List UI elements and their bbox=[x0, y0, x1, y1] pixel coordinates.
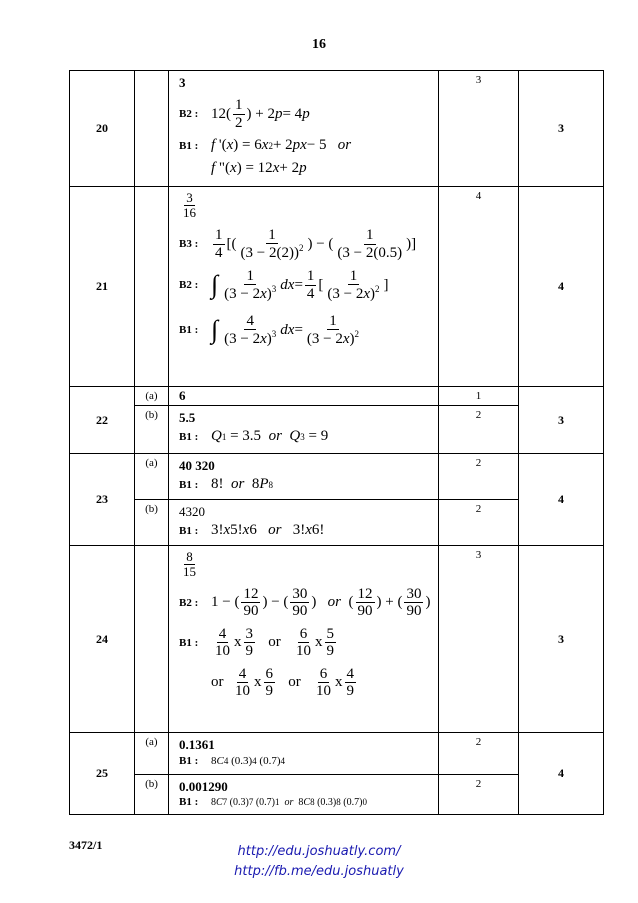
formula: 3! x 5! x 6 or 3! x 6! bbox=[211, 522, 325, 538]
or-text: or bbox=[268, 522, 282, 538]
working bbox=[169, 454, 439, 500]
formula: 1 − ( $\frac{12}{90}$ ) − ( $\frac{30}{90}$ ) or ( $\frac{12}{90}$ ) + ( $\frac{30}{90}$ ) bbox=[211, 585, 431, 620]
mark-label: B2 : bbox=[179, 108, 199, 120]
mark-label: B1 : bbox=[179, 636, 199, 649]
sub-mark: 4 bbox=[439, 187, 519, 387]
formula: f "( x ) = 12 x + 2 p bbox=[211, 160, 307, 176]
question-row-25a bbox=[70, 733, 604, 775]
mark-label: B1 : bbox=[179, 324, 199, 337]
question-row-23a bbox=[70, 454, 604, 500]
question-number: 23 bbox=[70, 454, 135, 546]
sub-mark: 2 bbox=[439, 733, 519, 775]
formula: ∫ $\frac{1}{(3 - 2x)^3}$ dx = $\frac{1}{4}$ [ $\frac{1}{(3 - 2x)^2}$ ] bbox=[211, 267, 389, 303]
marking-scheme-table bbox=[69, 70, 604, 815]
formula: or $\frac{4}{10}$ x $\frac{6}{9}$ or $\frac{6}{10}$ x $\frac{4}{9}$ bbox=[211, 665, 354, 700]
question-number: 24 bbox=[70, 546, 135, 733]
mark-label: B1 : bbox=[179, 796, 199, 808]
answer: 4320 bbox=[179, 504, 205, 519]
part-label: (b) bbox=[135, 775, 169, 815]
question-row-24 bbox=[70, 546, 604, 733]
part-label: (a) bbox=[135, 454, 169, 500]
formula: 8! or 8 P 8 bbox=[211, 476, 274, 492]
formula: Q 1 = 3.5 or Q 3 = 9 bbox=[211, 428, 329, 444]
question-row-20 bbox=[70, 71, 604, 187]
working bbox=[169, 775, 439, 815]
working bbox=[169, 406, 439, 454]
formula: ∫ $\frac{4}{(3 - 2x)^3}$ dx = $\frac{1}{(3 - 2x)^2}$ bbox=[211, 312, 360, 348]
formula: 8 C 4 (0.3) 4 (0.7) 4 bbox=[211, 755, 285, 767]
formula: 8 C 7 (0.3) 7 (0.7) 1 or 8 C 8 (0.3) 8 (0.7) 0 bbox=[211, 796, 367, 808]
mark-label: B1 : bbox=[179, 139, 199, 152]
mark-label: B3 : bbox=[179, 238, 199, 251]
working bbox=[169, 71, 439, 187]
or-text: or bbox=[268, 428, 282, 444]
sub-mark: 2 bbox=[439, 500, 519, 546]
page-number: 16 bbox=[312, 37, 326, 52]
mark-label: B1 : bbox=[179, 430, 199, 443]
total-mark: 3 bbox=[519, 546, 604, 733]
question-row-22a bbox=[70, 387, 604, 406]
working bbox=[169, 733, 439, 775]
mark-label: B1 : bbox=[179, 755, 199, 767]
mark-label: B1 : bbox=[179, 478, 199, 491]
answer: 3 bbox=[179, 75, 186, 90]
answer: 6 bbox=[179, 388, 186, 403]
mark-label: B1 : bbox=[179, 524, 199, 537]
part-label: (a) bbox=[135, 733, 169, 775]
working bbox=[169, 500, 439, 546]
answer: 0.001290 bbox=[179, 779, 228, 794]
sub-mark: 2 bbox=[439, 775, 519, 815]
question-number: 21 bbox=[70, 187, 135, 387]
sub-mark: 3 bbox=[439, 546, 519, 733]
total-mark: 3 bbox=[519, 387, 604, 454]
answer: $\frac{3}{16}$ bbox=[183, 190, 196, 221]
or-text: or bbox=[284, 796, 294, 808]
part-label: (a) bbox=[135, 387, 169, 406]
paper-code: 3472/1 bbox=[69, 838, 103, 852]
working bbox=[169, 546, 439, 733]
formula: f '( x ) = 6 x 2 + 2 px − 5 or bbox=[211, 137, 352, 153]
total-mark: 4 bbox=[519, 454, 604, 546]
formula: $\frac{1}{4}$ [( $\frac{1}{(3 - 2(2))^2}$ ) − ( $\frac{1}{(3 - 2(0.5)}$ )] bbox=[215, 226, 417, 262]
answer: 0.1361 bbox=[179, 737, 215, 752]
mark-label: B2 : bbox=[179, 596, 199, 609]
total-mark: 4 bbox=[519, 733, 604, 815]
question-number: 20 bbox=[70, 71, 135, 187]
answer: $\frac{8}{15}$ bbox=[183, 549, 196, 580]
working bbox=[169, 387, 439, 406]
sub-mark: 3 bbox=[439, 71, 519, 187]
question-number: 22 bbox=[70, 387, 135, 454]
formula: $\frac{4}{10}$ x $\frac{3}{9}$ or $\frac{6}{10}$ x $\frac{5}{9}$ bbox=[215, 625, 334, 660]
footer-link[interactable]: http://fb.me/edu.joshuatly bbox=[234, 864, 404, 879]
total-mark: 4 bbox=[519, 187, 604, 387]
sub-mark: 2 bbox=[439, 406, 519, 454]
sub-mark: 1 bbox=[439, 387, 519, 406]
footer-link[interactable]: http://edu.joshuatly.com/ bbox=[237, 844, 401, 859]
part-label: (b) bbox=[135, 500, 169, 546]
total-mark: 3 bbox=[519, 71, 604, 187]
mark-label: B2 : bbox=[179, 279, 199, 292]
answer: 40 320 bbox=[179, 458, 215, 473]
or-text: or bbox=[231, 476, 245, 492]
formula: 12( $\frac{1}{2}$ ) + 2 p = 4 p bbox=[211, 97, 310, 131]
question-number: 25 bbox=[70, 733, 135, 815]
or-text: or bbox=[337, 137, 352, 153]
answer: 5.5 bbox=[179, 410, 196, 425]
working bbox=[169, 187, 439, 387]
sub-mark: 2 bbox=[439, 454, 519, 500]
question-row-21 bbox=[70, 187, 604, 387]
part-label: (b) bbox=[135, 406, 169, 454]
footer-links bbox=[0, 842, 638, 882]
